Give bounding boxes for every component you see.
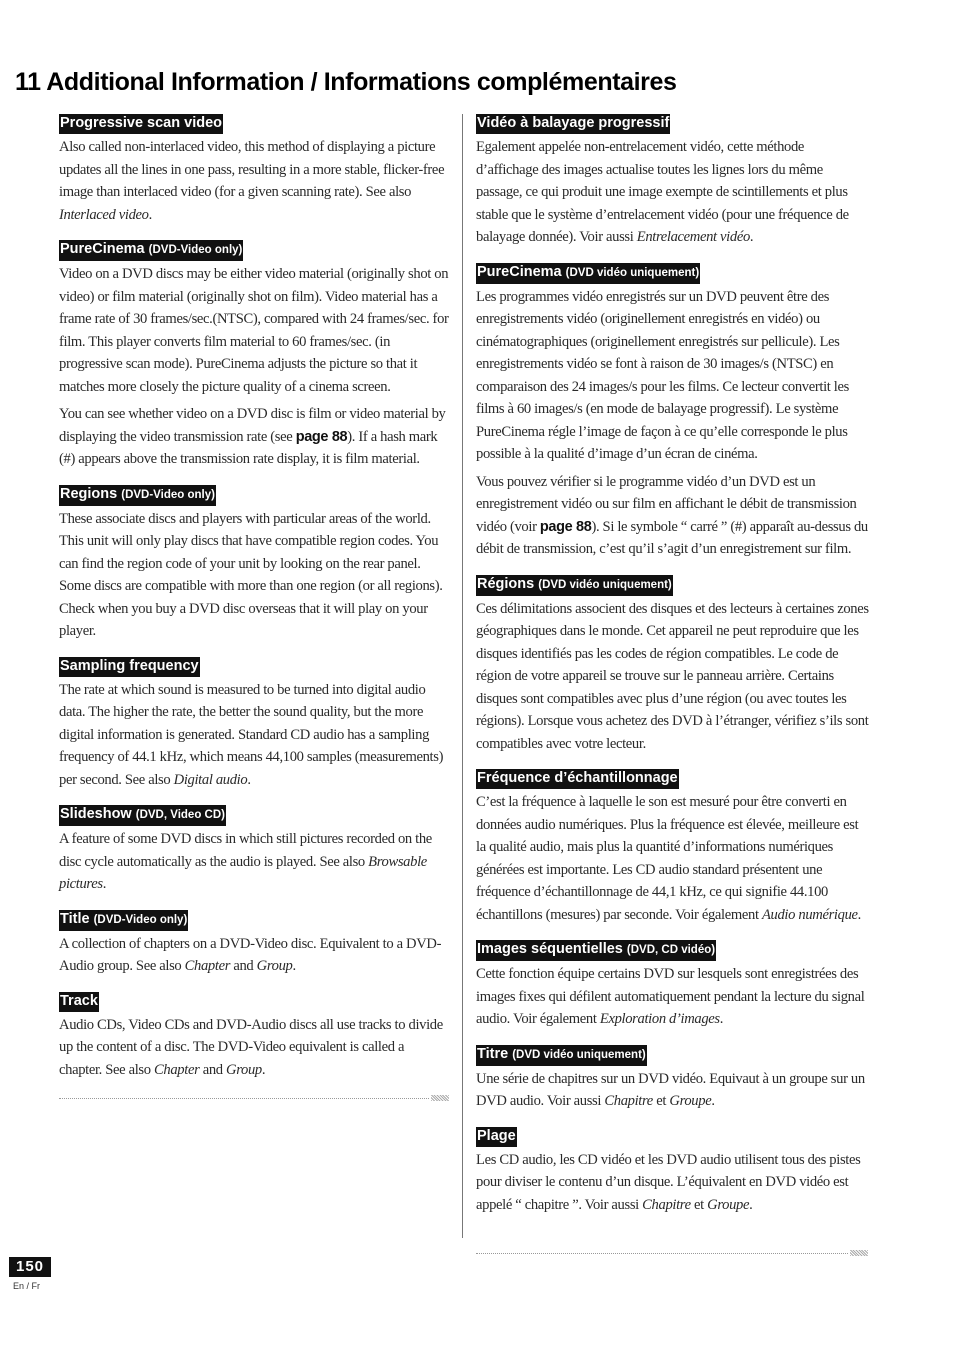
definition-text: Ces délimitations associent des disques et des lecteurs à certaines zones géographiques dans le monde. Cet appareil ne peut reproduire que les disques identifiés pas les codes de région compatibles. Le code de région de votre appareil se trouve sur le panneau arrière. Certains disques sont compatibles avec plus d’une région (ou avec toutes les régions). Lorsque vous achetez des DVD à l’étranger, vérifiez s’ils sont compatibles avec votre lecteur. <box>476 600 869 752</box>
term-heading: Régions (DVD vidéo uniquement) <box>476 575 673 596</box>
cross-reference: Chapter <box>154 1061 200 1078</box>
cross-reference: Group <box>256 958 293 974</box>
french-column <box>476 114 869 1230</box>
cross-reference: Groupe <box>669 1093 712 1109</box>
term-heading: Sampling frequency <box>59 657 200 677</box>
cross-reference: Group <box>226 1061 262 1078</box>
entry-regions <box>59 485 449 643</box>
term-heading: Progressive scan video <box>59 114 223 134</box>
term-heading: PureCinema (DVD vidéo uniquement) <box>476 263 700 284</box>
definition-text: You can see whether video on a DVD disc is film or video material by displaying the video transmission rate (see page 88). If a hash mark (#) appears above the transmission rate display, it is film material. <box>59 406 446 467</box>
entry-regions-fr <box>476 575 869 756</box>
section-end-rule <box>476 1250 868 1256</box>
entry-slideshow-fr <box>476 940 869 1031</box>
term-heading: Title (DVD-Video only) <box>59 910 188 931</box>
entry-slideshow <box>59 805 449 896</box>
entry-track-fr <box>476 1127 869 1217</box>
definition-text: Cette fonction équipe certains DVD sur lesquels sont enregistrées des images fixes qui défilent automatiquement pendant la lecture du signal audio. Voir également Exploration d’images. <box>476 966 865 1027</box>
entry-progressive-scan-fr <box>476 114 869 249</box>
english-column <box>59 114 449 1095</box>
section-end-rule <box>59 1095 449 1101</box>
definition-text: Also called non-interlaced video, this method of displaying a picture updates all the lines in one pass, resulting in a more stable, flicker-free image than interlaced video (for a given scanning rate). See also Interlaced video. <box>59 139 445 223</box>
term-heading: Titre (DVD vidéo uniquement) <box>476 1045 647 1066</box>
term-heading: Regions (DVD-Video only) <box>59 485 216 506</box>
cross-reference: Chapitre <box>604 1093 653 1109</box>
cross-reference: Chapter <box>184 958 231 974</box>
definition-text: Une série de chapitres sur un DVD vidéo. Equivaut à un groupe sur un DVD audio. Voir aussi Chapitre et Groupe. <box>476 1070 865 1109</box>
term-heading: Vidéo à balayage progressif <box>476 114 670 134</box>
definition-text: Egalement appelée non-entrelacement vidéo, cette méthode d’affichage des images actualise toutes les lignes lors du même passage, ce qui produit une image exempte de scintillements et plus stable que le système d’entrelacement vidéo (pour une fréquence de balayage donnée). Voir aussi Entrelacement vidéo. <box>476 139 849 245</box>
definition-text: C’est la fréquence à laquelle le son est mesuré pour être converti en données audio numériques. Plus la fréquence est élevée, meilleure est la qualité audio, mais plus la quantité d’informations numériques générées est importante. Les CD audio standard présentent une fréquence d’échantillonnage de 44,1 kHz, ce qui signifie 44.100 échantillons (mesures) par seconde. Voir également Audio numérique. <box>476 794 861 923</box>
cross-reference: Chapitre <box>642 1196 691 1213</box>
entry-purecinema <box>59 240 449 471</box>
term-heading: Track <box>59 992 99 1012</box>
column-divider <box>462 114 463 1238</box>
entry-track <box>59 992 449 1082</box>
cross-reference: Groupe <box>707 1196 750 1213</box>
language-indicator: En / Fr <box>13 1281 41 1291</box>
definition-text: A feature of some DVD discs in which still pictures recorded on the disc cycle automatically as the audio is played. See also Browsable pictures. <box>59 831 432 892</box>
cross-reference: Browsable pictures <box>59 853 427 892</box>
entry-title <box>59 910 449 978</box>
term-heading: Fréquence d’échantillonnage <box>476 769 679 789</box>
cross-reference: Digital audio <box>173 771 248 788</box>
term-heading: PureCinema (DVD-Video only) <box>59 240 243 261</box>
definition-text: Video on a DVD discs may be either video material (originally shot on video) or film material (originally shot on film). Video material has a frame rate of 30 frames/sec.(NTSC), compared with 24 frames/sec. for film. This player converts film material to 60 frames/sec. (in progressive scan mode). PureCinema adjusts the picture so that it matches more closely the picture quality of a cinema screen. <box>59 266 449 395</box>
definition-text: The rate at which sound is measured to be turned into digital audio data. The higher the rate, the better the sound quality, but the more digital information is generated. Standard CD audio has a sampling frequency of 44.1 kHz, which means 44,100 samples (measurements) per second. See also Digital audio. <box>59 681 444 788</box>
entry-title-fr <box>476 1045 869 1113</box>
definition-text: Les CD audio, les CD vidéo et les DVD audio utilisent tous des pistes pour diviser le contenu d’un disque. L’équivalent en DVD vidéo est appelé “ chapitre ”. Voir aussi Chapitre et Groupe. <box>476 1151 861 1213</box>
entry-progressive-scan <box>59 114 449 226</box>
definition-text: A collection of chapters on a DVD-Video disc. Equivalent to a DVD-Audio group. See also Chapter and Group. <box>59 935 442 974</box>
cross-reference: Entrelacement vidéo <box>636 229 750 245</box>
term-heading: Images séquentielles (DVD, CD vidéo) <box>476 940 716 961</box>
term-heading: Plage <box>476 1127 517 1147</box>
entry-sampling-frequency <box>59 657 449 792</box>
entry-purecinema-fr <box>476 263 869 561</box>
page-number: 150 <box>9 1257 51 1277</box>
definition-text: Les programmes vidéo enregistrés sur un DVD peuvent être des enregistrements vidéo (originellement enregistrés en vidéo) ou cinématographiques (originellement enregistrés sur pellicule). Les enregistrements vidéo se font à raison de 30 images/s (NTSC) en comparaison des 24 images/s pour les films. Ce lecteur convertit les films à 60 images/s (en mode de balayage progressif). Le système PureCinema régle l’image de façon à ce qu’elle corresponde le plus possible à la qualité d’image d’un écran de cinéma. <box>476 288 849 462</box>
definition-text: These associate discs and players with particular areas of the world. This unit will only play discs that have compatible region codes. You can find the region code of your unit by looking on the rear panel. Some discs are compatible with more than one region (or all regions). Check when you buy a DVD disc overseas that it will play on your player. <box>59 510 443 639</box>
page-reference: page 88 <box>539 518 592 535</box>
entry-sampling-frequency-fr <box>476 769 869 926</box>
definition-text: Audio CDs, Video CDs and DVD-Audio discs all use tracks to divide up the content of a disc. The DVD-Video equivalent is called a chapter. See also Chapter and Group. <box>59 1016 443 1078</box>
definition-text: Vous pouvez vérifier si le programme vidéo d’un DVD est un enregistrement vidéo ou sur film en affichant le débit de transmission vidéo (voir page 88). Si le symbole “ carré ” (#) apparaît au-dessus du débit de transmission, c’est qu’il s’agit d’un enregistrement sur film. <box>476 473 868 557</box>
page-reference: page 88 <box>295 428 348 445</box>
term-heading: Slideshow (DVD, Video CD) <box>59 805 226 826</box>
cross-reference: Exploration d’images <box>599 1011 720 1027</box>
cross-reference: Interlaced video <box>59 206 149 223</box>
page-title: 11 Additional Information / Informations complémentaires <box>15 68 677 96</box>
cross-reference: Audio numérique <box>761 906 858 923</box>
